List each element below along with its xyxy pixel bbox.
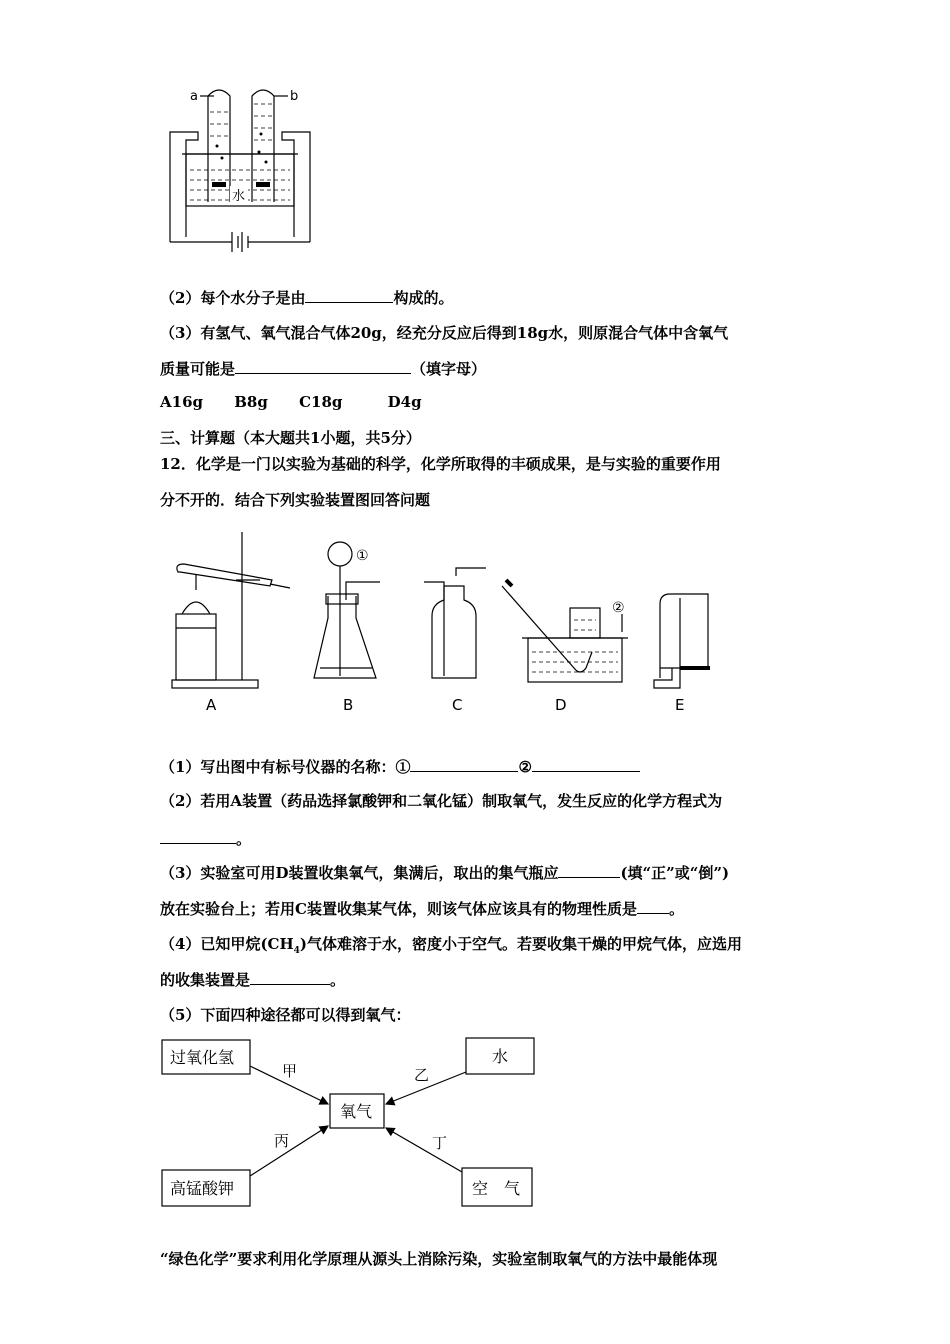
answer-blank[interactable]: [532, 757, 640, 772]
answer-blank[interactable]: [235, 359, 411, 374]
answer-blank[interactable]: [558, 863, 620, 878]
answer-blank[interactable]: [305, 288, 393, 303]
q11-sub3-line1: （3）有氢气、氧气混合气体20g，经充分反应后得到18g水，则原混合气体中含氧气: [160, 324, 729, 342]
q12-sub1: （1）写出图中有标号仪器的名称：① ②: [160, 756, 640, 777]
option-a: A16g: [160, 393, 204, 411]
q11-sub3-line2: 质量可能是 （填字母）: [160, 360, 487, 378]
q12-sub4-line1: （4）已知甲烷$(CH_4)$气体难溶于水，密度小于空气。若要收集干燥的甲烷气体，应选用: [160, 935, 743, 956]
path-bing: 丙: [274, 1132, 290, 1150]
q11-options: [160, 393, 448, 411]
answer-blank[interactable]: [410, 757, 518, 772]
apparatus-label-b: B: [343, 696, 354, 714]
water-label: 水: [232, 189, 246, 204]
q12-sub3-line1: （3）实验室可用D装置收集氧气，集满后，取出的集气瓶应 (填“正”或“倒”): [160, 864, 730, 882]
answer-blank[interactable]: [160, 829, 236, 844]
q12-sub2-line2: 。: [160, 828, 251, 849]
q12-sub3-line2: 放在实验台上；若用C装置收集某气体，则该气体应该具有的物理性质是 。: [160, 900, 684, 918]
apparatus-label-e: E: [675, 696, 685, 714]
label-hydrogen-peroxide: 过氧化氢: [170, 1048, 235, 1067]
answer-blank[interactable]: [250, 970, 330, 985]
label-water: 水: [492, 1047, 509, 1066]
option-c: C18g: [299, 393, 343, 411]
apparatus-label-c: C: [452, 696, 463, 714]
apparatus-label-a: A: [206, 696, 217, 714]
green-chemistry-line1: “绿色化学”要求利用化学原理从源头上消除污染，实验室制取氧气的方法中最能体现: [160, 1250, 718, 1268]
path-ding: 丁: [432, 1134, 448, 1152]
label-air: 空 气: [472, 1179, 521, 1198]
tube-a-label: a: [190, 89, 198, 104]
marker-2: ②: [612, 600, 625, 616]
apparatus-label-d: D: [555, 696, 567, 714]
tube-b-label: b: [290, 89, 299, 104]
option-d: D4g: [387, 393, 422, 411]
marker-1: ①: [356, 548, 369, 564]
electrolysis-figure: [160, 82, 320, 262]
apparatus-figure: [160, 528, 720, 718]
path-yi: 乙: [414, 1066, 430, 1084]
option-b: B8g: [234, 393, 268, 411]
q11-sub2: （2）每个水分子是由 构成的。: [160, 289, 454, 307]
answer-blank[interactable]: [637, 899, 669, 914]
q12-sub4-line2: 的收集装置是 。: [160, 971, 346, 989]
q12-sub5-title: （5）下面四种途径都可以得到氧气：: [160, 1006, 411, 1024]
q12-line2: 分不开的．结合下列实验装置图回答问题: [160, 491, 431, 509]
label-potassium-permanganate: 高锰酸钾: [170, 1179, 235, 1198]
q12-line1: 12．化学是一门以实验为基础的科学，化学所取得的丰硕成果，是与实验的重要作用: [160, 455, 721, 473]
section-title: 三、计算题（本大题共1小题，共5分）: [160, 429, 421, 447]
path-jia: 甲: [282, 1062, 298, 1080]
label-oxygen: 氧气: [340, 1102, 373, 1121]
q12-sub2-line1: （2）若用A装置（药品选择氯酸钾和二氧化锰）制取氧气，发生反应的化学方程式为: [160, 792, 723, 810]
oxygen-pathways-diagram: [160, 1036, 540, 1212]
